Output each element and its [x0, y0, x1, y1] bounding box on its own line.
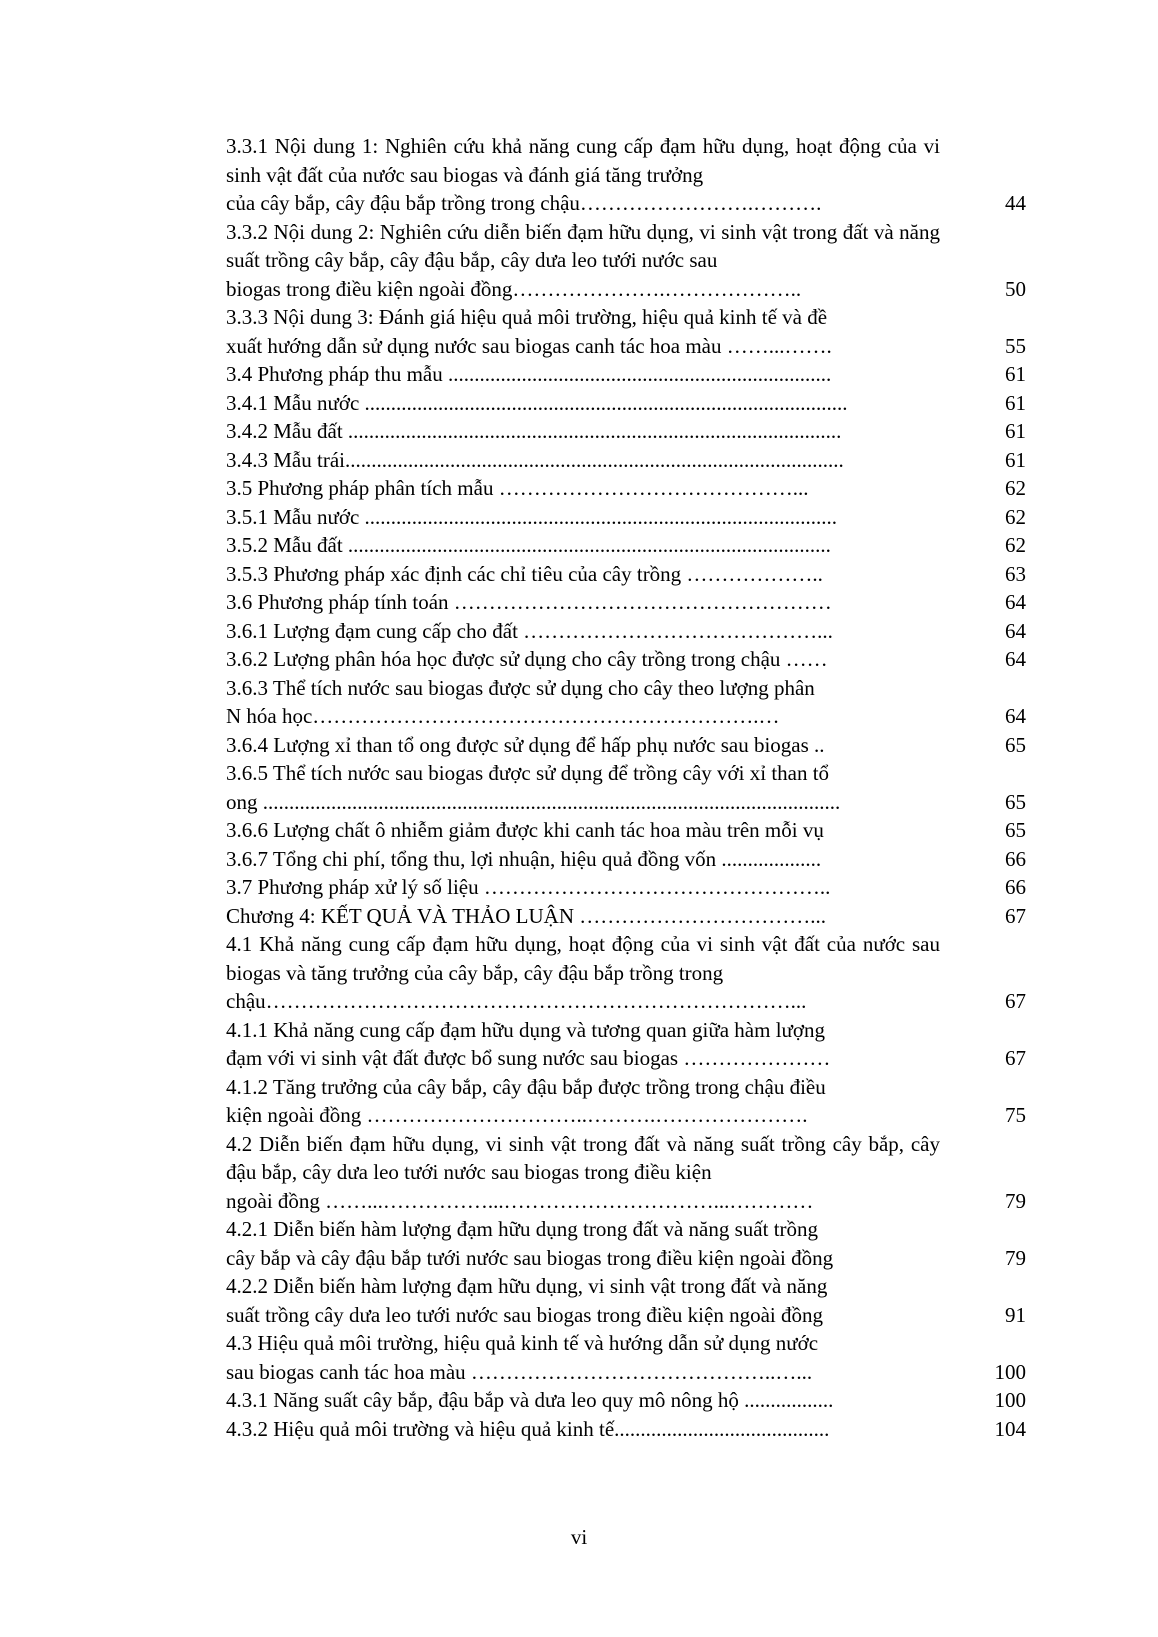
toc-entry-page: 55 — [1005, 333, 1026, 358]
toc-entry-title: 4.1.1 Khả năng cung cấp đạm hữu dụng và tương quan giữa hàm lượng đạm với vi sinh vật đất được bổ sung nước sau biogas ………………… — [226, 1017, 831, 1070]
toc-entry-title: 3.5.2 Mẫu đất ............................................................................................ — [226, 533, 831, 557]
toc-entry-page: 67 — [1005, 989, 1026, 1013]
toc-entry-page: 104 — [994, 1416, 1026, 1441]
toc-entry — [226, 503, 1026, 532]
toc-entry-page: 61 — [1005, 362, 1026, 386]
toc-entry-title: 4.3 Hiệu quả môi trường, hiệu quả kinh tế và hướng dẫn sử dụng nước sau biogas canh tác hoa màu ……………………………………..…... — [226, 1331, 819, 1384]
toc-entry — [226, 1415, 1026, 1444]
toc-entry-page: 67 — [1005, 1046, 1026, 1070]
toc-entry-title: 3.4 Phương pháp thu mẫu ......................................................................... — [226, 362, 832, 386]
toc-entry-page: 62 — [1005, 476, 1026, 500]
toc-entry — [226, 759, 1026, 816]
toc-entry — [226, 474, 1026, 503]
toc-entry — [226, 218, 1026, 304]
toc-entry-title: 3.6.6 Lượng chất ô nhiễm giảm được khi canh tác hoa màu trên mỗi vụ — [226, 818, 824, 842]
toc-entry-page: 79 — [1005, 1188, 1026, 1213]
toc-entry — [226, 360, 1026, 389]
toc-entry — [226, 1215, 1026, 1272]
toc-entry — [226, 816, 1026, 845]
toc-entry — [226, 1073, 1026, 1130]
toc-entry-title: 4.2.2 Diễn biến hàm lượng đạm hữu dụng, vi sinh vật trong đất và năng suất trồng cây dưa leo tưới nước sau biogas trong điều kiện ngoài đồng — [226, 1274, 828, 1327]
toc-entry-title: 3.6.1 Lượng đạm cung cấp cho đất ……………………………………... — [226, 618, 833, 643]
table-of-contents — [226, 132, 1026, 1443]
toc-entry-title: 4.2.1 Diễn biến hàm lượng đạm hữu dụng trong đất và năng suất trồng cây bắp và cây đậu bắp tưới nước sau biogas trong điều kiện ngoài đồng — [226, 1217, 834, 1270]
toc-entry-page: 65 — [1005, 818, 1026, 842]
toc-entry — [226, 845, 1026, 874]
toc-entry-page: 65 — [1005, 732, 1026, 757]
toc-entry-page: 64 — [1005, 704, 1026, 728]
toc-entry-title: 3.6.4 Lượng xỉ than tổ ong được sử dụng để hấp phụ nước sau biogas .. — [226, 732, 825, 757]
toc-entry — [226, 902, 1026, 931]
toc-entry-page: 79 — [1005, 1245, 1026, 1270]
toc-entry — [226, 560, 1026, 589]
toc-entry — [226, 1386, 1026, 1415]
toc-entry-page: 61 — [1005, 390, 1026, 415]
toc-entry-page: 91 — [1005, 1302, 1026, 1327]
toc-entry-title: 4.3.2 Hiệu quả môi trường và hiệu quả kinh tế......................................... — [226, 1416, 830, 1441]
toc-entry-title: 3.5.1 Mẫu nước .......................................................................................... — [226, 504, 838, 529]
toc-entry-title: 3.4.2 Mẫu đất .............................................................................................. — [226, 419, 842, 443]
toc-entry — [226, 674, 1026, 731]
toc-entry-page: 61 — [1005, 419, 1026, 443]
toc-entry-page: 75 — [1005, 1103, 1026, 1127]
toc-entry-title: 4.1 Khả năng cung cấp đạm hữu dụng, hoạt động của vi sinh vật đất của nước sau biogas và tăng trưởng của cây bắp, cây đậu bắp trồng trong chậu…………………………………………………………………... — [226, 932, 940, 1013]
toc-entry-page: 61 — [1005, 447, 1026, 472]
toc-entry-title: Chương 4: KẾT QUẢ VÀ THẢO LUẬN ……………………………... — [226, 903, 826, 928]
toc-entry-page: 64 — [1005, 647, 1026, 671]
toc-entry-page: 63 — [1005, 561, 1026, 586]
toc-entry-page: 62 — [1005, 504, 1026, 529]
toc-entry-title: 3.6.7 Tổng chi phí, tổng thu, lợi nhuận, hiệu quả đồng vốn ................... — [226, 846, 822, 871]
toc-entry-page: 65 — [1005, 789, 1026, 814]
toc-entry-title: 3.3.2 Nội dung 2: Nghiên cứu diễn biến đạm hữu dụng, vi sinh vật trong đất và năng suất trồng cây bắp, cây đậu bắp, cây dưa leo tưới nước sau biogas trong điều kiện ngoài đồng………………….……………….. — [226, 219, 940, 301]
toc-entry — [226, 645, 1026, 674]
toc-entry-title: 3.6 Phương pháp tính toán ……………………………………………… — [226, 590, 832, 614]
toc-entry-page: 100 — [994, 1388, 1026, 1412]
toc-entry-title: 3.6.5 Thể tích nước sau biogas được sử dụng để trồng cây với xỉ than tổ ong .............................................................................................................. — [226, 761, 841, 814]
toc-entry — [226, 1130, 1026, 1216]
toc-entry — [226, 132, 1026, 218]
toc-entry-title: 3.5.3 Phương pháp xác định các chỉ tiêu của cây trồng ……………….. — [226, 561, 823, 586]
toc-entry-title: 3.7 Phương pháp xử lý số liệu ………………………………………….. — [226, 875, 831, 899]
toc-entry — [226, 617, 1026, 646]
page-number: vi — [570, 1525, 588, 1549]
toc-entry-title: 3.6.2 Lượng phân hóa học được sử dụng cho cây trồng trong chậu …… — [226, 647, 828, 671]
toc-entry-title: 3.4.3 Mẫu trái............................................................................................... — [226, 447, 844, 472]
toc-entry — [226, 389, 1026, 418]
toc-entry — [226, 417, 1026, 446]
toc-entry-page: 44 — [1005, 191, 1026, 215]
toc-entry-title: 3.3.3 Nội dung 3: Đánh giá hiệu quả môi trường, hiệu quả kinh tế và đề xuất hướng dẫn sử dụng nước sau biogas canh tác hoa màu ……...……. — [226, 305, 832, 358]
toc-entry-page: 50 — [1005, 276, 1026, 301]
toc-entry — [226, 531, 1026, 560]
toc-entry — [226, 1272, 1026, 1329]
toc-entry-page: 100 — [994, 1359, 1026, 1384]
toc-entry — [226, 1329, 1026, 1386]
toc-entry-title: 4.2 Diễn biến đạm hữu dụng, vi sinh vật trong đất và năng suất trồng cây bắp, cây đậu bắp, cây dưa leo tưới nước sau biogas trong điều kiện ngoài đồng ……...……………...…………………………...………… — [226, 1131, 940, 1213]
toc-entry — [226, 930, 1026, 1016]
toc-entry-title: 4.1.2 Tăng trưởng của cây bắp, cây đậu bắp được trồng trong chậu điều kiện ngoài đồng …………………………..……….…………………. — [226, 1074, 826, 1127]
toc-entry-page: 62 — [1005, 533, 1026, 557]
toc-entry-page: 66 — [1005, 875, 1026, 899]
toc-entry — [226, 588, 1026, 617]
toc-entry — [226, 303, 1026, 360]
toc-entry — [226, 1016, 1026, 1073]
toc-entry-page: 64 — [1005, 590, 1026, 614]
toc-entry-title: 3.6.3 Thể tích nước sau biogas được sử dụng cho cây theo lượng phân N hóa học……………………………………………………….… — [226, 675, 815, 728]
toc-entry-title: 3.4.1 Mẫu nước ............................................................................................ — [226, 390, 848, 415]
toc-entry-title: 4.3.1 Năng suất cây bắp, đậu bắp và dưa leo quy mô nông hộ ................. — [226, 1388, 834, 1412]
toc-entry-title: 3.3.1 Nội dung 1: Nghiên cứu khả năng cung cấp đạm hữu dụng, hoạt động của vi sinh vật đất của nước sau biogas và đánh giá tăng trưởng của cây bắp, cây đậu bắp trồng trong chậu…………………….………. — [226, 134, 940, 215]
toc-entry-title: 3.5 Phương pháp phân tích mẫu ……………………………………... — [226, 476, 809, 500]
toc-entry-page: 66 — [1005, 846, 1026, 871]
toc-entry-page: 64 — [1005, 618, 1026, 643]
toc-entry — [226, 446, 1026, 475]
toc-entry-page: 67 — [1005, 903, 1026, 928]
toc-entry — [226, 873, 1026, 902]
toc-entry — [226, 731, 1026, 760]
